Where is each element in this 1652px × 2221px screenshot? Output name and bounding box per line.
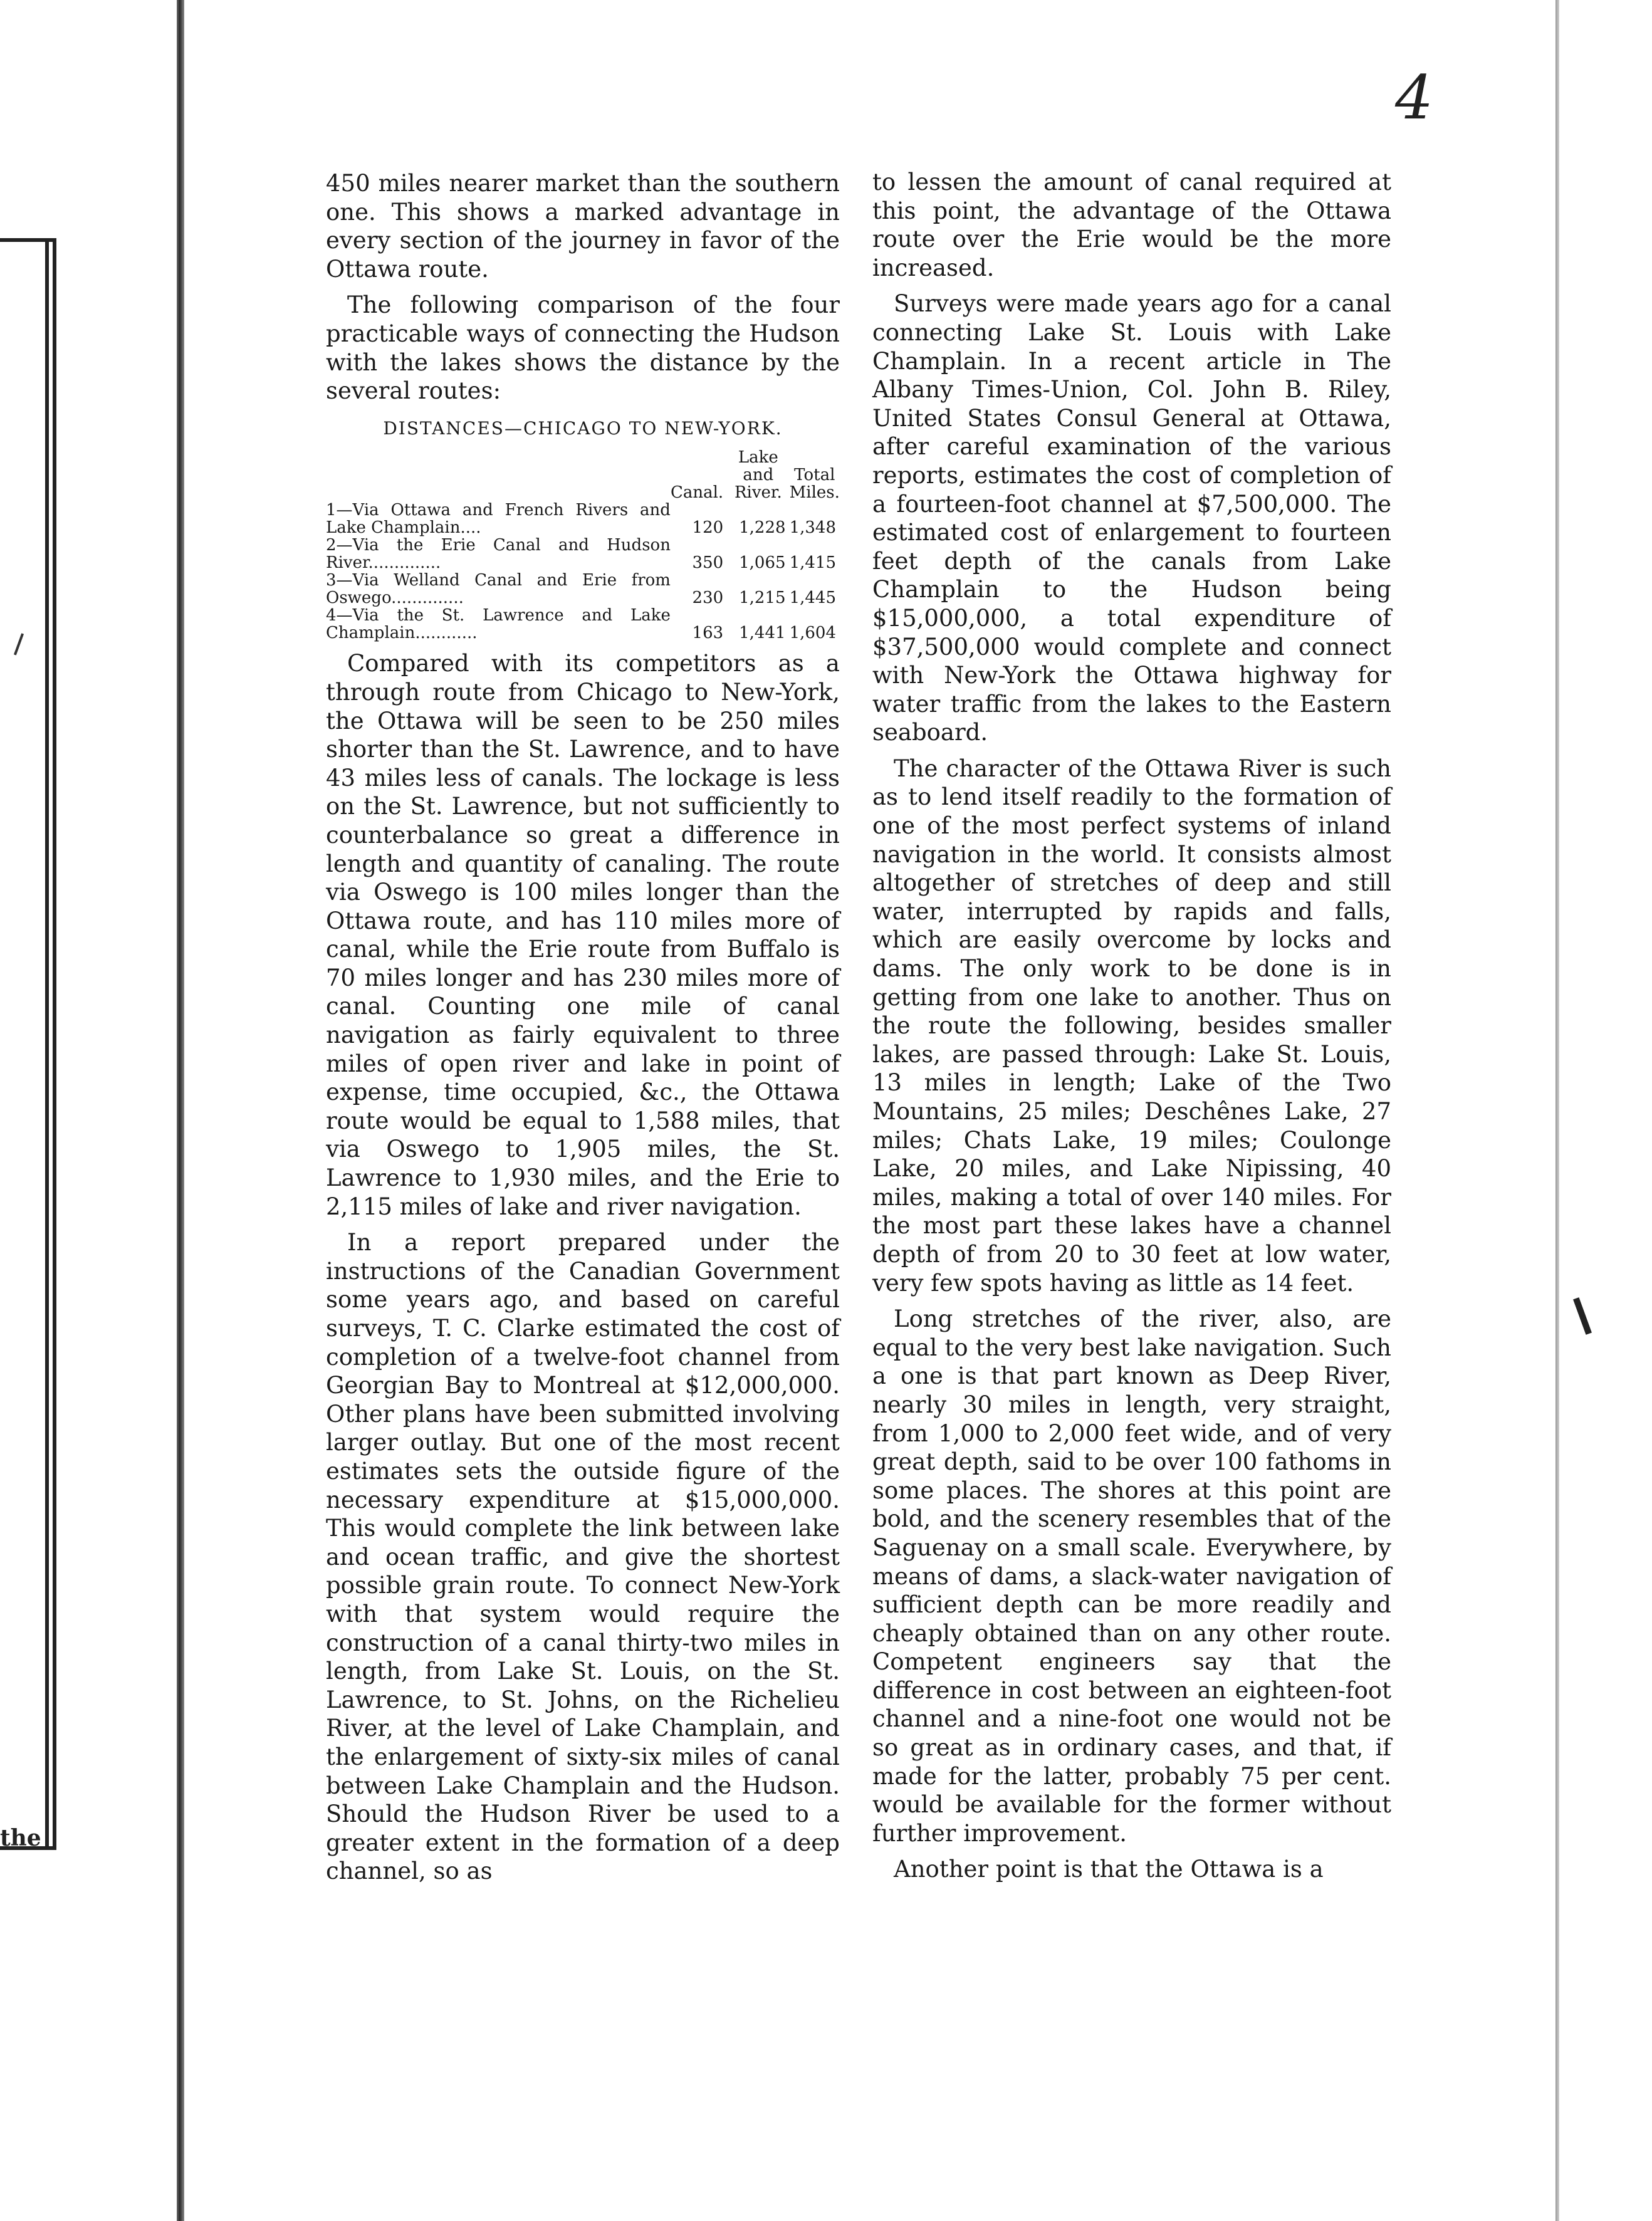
right-page-edge xyxy=(1555,0,1559,2221)
lake-river-cell: 1,228 xyxy=(739,518,786,538)
page-number: 4 xyxy=(1395,63,1434,133)
right-text-column xyxy=(872,168,1391,1884)
paragraph: 450 miles nearer market than the southern one. This shows a marked advantage in every section of the journey in favor of the Ottawa route. xyxy=(326,170,840,283)
table-header-row xyxy=(326,449,840,501)
paragraph: Surveys were made years ago for a canal connecting Lake St. Louis with Lake Champlain. In a recent article in The Albany Times-Union, Col. John B. Riley, United States Consul General at Ottawa, after careful examination of the various reports, estimates the cost of completion of a fourteen-foot channel at $7,500,000. The estimated cost of enlargement to fourteen feet depth of the canals from Lake Champlain to the Hudson being $15,000,000, a total expenditure of $37,500,000 would complete and connect with New-York the Ottawa highway for water traffic from the lakes to the Eastern seaboard. xyxy=(872,290,1391,746)
table-title: DISTANCES—CHICAGO TO NEW-YORK. xyxy=(383,417,783,439)
canal-cell: 120 xyxy=(692,518,724,538)
paragraph: to lessen the amount of canal required at this point, the advantage of the Ottawa route over the Erie would be the more increased. xyxy=(872,169,1391,281)
left-margin-word: the xyxy=(0,1825,41,1851)
lake-river-cell: 1,441 xyxy=(739,624,786,643)
table-row xyxy=(326,501,840,536)
route-cell: 4—Via the St. Lawrence and Lake Champlain............ xyxy=(326,606,671,643)
table-row xyxy=(326,607,840,642)
column-header-total: Total Miles. xyxy=(789,466,840,503)
left-text-column xyxy=(326,169,840,1886)
route-cell: 3—Via Welland Canal and Erie from Oswego.............. xyxy=(326,571,671,608)
right-margin-mark xyxy=(1573,1297,1592,1335)
canal-cell: 163 xyxy=(692,624,724,643)
route-cell: 2—Via the Erie Canal and Hudson River.............. xyxy=(326,536,671,573)
total-cell: 1,348 xyxy=(789,518,836,538)
page-binding-edge xyxy=(177,0,184,2221)
lake-river-cell: 1,065 xyxy=(739,553,786,573)
paragraph: Compared with its competitors as a through route from Chicago to New-York, the Ottawa will be seen to be 250 miles shorter than the St. Lawrence, and to have 43 miles less of canals. The lockage is less on the St. Lawrence, but not sufficiently to counterbalance so great a difference in length and quantity of canaling. The route via Oswego is 100 miles longer than the Ottawa route, and has 110 miles more of canal, while the Erie route from Buffalo is 70 miles longer and has 230 miles more of canal. Counting one mile of canal navigation as fairly equivalent to three miles of open river and lake in point of expense, time occupied, &c., the Ottawa route would be equal to 1,588 miles, that via Oswego to 1,905 miles, the St. Lawrence to 1,930 miles, and the Erie to 2,115 miles of lake and river navigation. xyxy=(326,650,840,1220)
canal-cell: 350 xyxy=(692,553,724,573)
paragraph: Long stretches of the river, also, are equal to the very best lake navigation. Such a one is that part known as Deep River, nearly 30 miles in length, very straight, from 1,000 to 2,000 feet wide, and of very great depth, said to be over 100 fathoms in some places. The shores at this point are bold, and the scenery resembles that of the Saguenay on a small scale. Everywhere, by means of dams, a slack-water navigation of sufficient depth can be more readily and cheaply obtained than on any other route. Competent engineers say that the difference in cost between an eighteen-foot channel and a nine-foot one would not be so great as in ordinary cases, and that, if made for the latter, probably 75 per cent. would be available for the former without further improvement. xyxy=(872,1305,1391,1847)
total-cell: 1,604 xyxy=(789,624,836,643)
column-header-canal: Canal. xyxy=(670,483,724,503)
lake-river-cell: 1,215 xyxy=(739,588,786,608)
total-cell: 1,415 xyxy=(789,553,836,573)
canal-cell: 230 xyxy=(692,588,724,608)
column-header-lake-river: Lake and River. xyxy=(734,448,782,503)
distance-table xyxy=(326,449,840,642)
table-row xyxy=(326,572,840,607)
paragraph: In a report prepared under the instructions of the Canadian Government some years ago, and based on careful surveys, T. C. Clarke estimated the cost of completion of a twelve-foot channel from Georgian Bay to Montreal at $12,000,000. Other plans have been submitted involving larger outlay. But one of the most recent estimates sets the outside figure of the necessary expenditure at $15,000,000. This would complete the link between lake and ocean traffic, and give the shortest possible grain route. To connect New-York with that system would require the construction of a canal thirty-two miles in length, from Lake St. Louis, on the St. Lawrence, to St. Johns, on the Richelieu River, at the level of Lake Champlain, and the enlargement of sixty-six miles of canal between Lake Champlain and the Hudson. Should the Hudson River be used to a greater extent in the formation of a deep channel, so as xyxy=(326,1229,840,1885)
table-row xyxy=(326,536,840,572)
route-cell: 1—Via Ottawa and French Rivers and Lake Champlain.... xyxy=(326,501,671,538)
previous-page-frame xyxy=(0,238,56,1850)
total-cell: 1,445 xyxy=(789,588,836,608)
paragraph: Another point is that the Ottawa is a xyxy=(894,1856,1324,1883)
paragraph: The following comparison of the four practicable ways of connecting the Hudson with the lakes shows the distance by the several routes: xyxy=(326,291,840,405)
paragraph: The character of the Ottawa River is such as to lend itself readily to the formation of one of the most perfect systems of inland navigation in the world. It consists almost altogether of stretches of deep and still water, interrupted by rapids and falls, which are easily overcome by locks and dams. The only work to be done is in getting from one lake to another. Thus on the route the following, besides smaller lakes, are passed through: Lake St. Louis, 13 miles in length; Lake of the Two Mountains, 25 miles; Deschênes Lake, 27 miles; Chats Lake, 19 miles; Coulonge Lake, 20 miles, and Lake Nipissing, 40 miles, making a total of over 140 miles. For the most part these lakes have a channel depth of from 20 to 30 feet at low water, very few spots having as little as 14 feet. xyxy=(872,755,1391,1297)
